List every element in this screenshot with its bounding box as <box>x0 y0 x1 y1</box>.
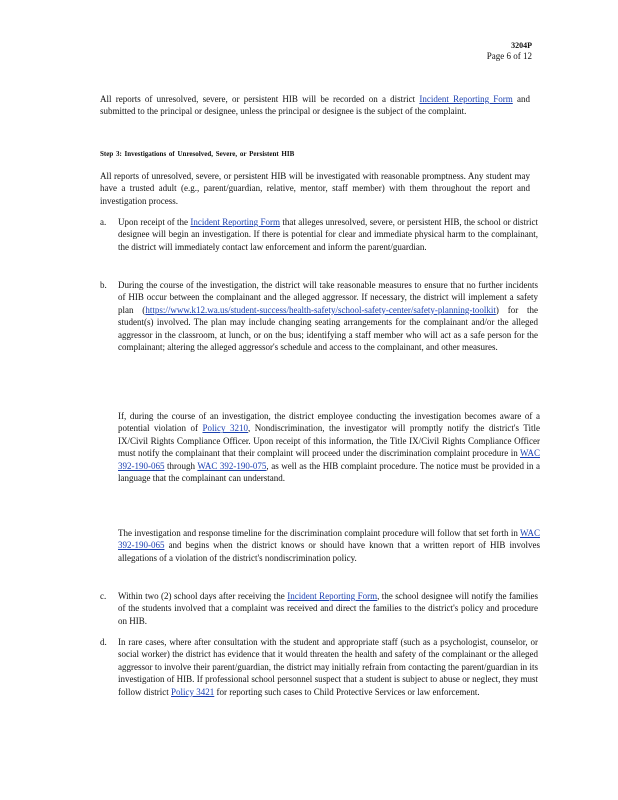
intro-paragraph <box>100 93 530 118</box>
step3-heading: Step 3: Investigations of Unresolved, Severe, or Persistent HIB <box>100 150 295 158</box>
intro-text-end: and submitted to the principal or designee, unless the principal or designee is the subject of the complaint. <box>100 94 531 117</box>
item-d-text: In rare cases, where after consultation with the student and appropriate staff (such as a psychologist, counselor, or social worker) the district has evidence that it would threaten the health and safety of the complainant or the alleged aggressor to involve their parent/guardian, the district may initially refrain from contacting the parent/guardian in its investigation of HIB. If professional school personnel suspect that a student is subject to abuse or neglect, they must follow district <box>118 637 538 697</box>
item-d-text-end: for reporting such cases to Child Protective Services or law enforcement. <box>214 686 480 697</box>
list-item-d <box>100 636 540 698</box>
item-b-p3-text: The investigation and response timeline for the discrimination complaint procedure will follow that set forth in <box>118 528 520 538</box>
list-label: d. <box>100 637 107 647</box>
incident-reporting-form-link[interactable]: Incident Reporting Form <box>419 94 513 104</box>
list-label: a. <box>100 217 107 227</box>
safety-planning-toolkit-link[interactable]: https://www.k12.wa.us/student-success/health-safety/school-safety-center/safety-planning-toolkit <box>145 304 496 315</box>
policy-3421-link[interactable]: Policy 3421 <box>171 686 215 697</box>
item-b-text-end: ) for the student(s) involved. The plan may include changing seating arrangements for the complainant and/or the alleged aggressor in the classroom, at lunch, or on the bus; identifying a staff member who will act as a safe person for the complainant; altering the alleged aggressor's schedule and access to the complainant, and other measures. <box>118 304 538 353</box>
item-c-text: Within two (2) school days after receiving the <box>118 591 288 601</box>
item-b-text: During the course of the investigation, the district will take reasonable measures to ensure that no further incidents of HIB occur between the complainant and the alleged aggressor. If necessary, the district will implement a safety plan ( <box>118 280 538 315</box>
list-item-a <box>100 216 540 253</box>
step3-paragraph: All reports of unresolved, severe, or persistent HIB will be investigated with reasonable promptness. Any student may have a trusted adult (e.g., parent/guardian, relative, mentor, staff member) with them throughout the report and investigation process. <box>100 171 530 206</box>
item-b-p3-end: and begins when the district knows or should have known that a written report of HIB involves allegations of a violation of the district's nondiscrimination policy. <box>118 540 540 563</box>
item-c-text-end: , the school designee will notify the families of the students involved that a complaint was received and direct the families to the district's policy and procedure on HIB. <box>118 591 538 626</box>
item-b-p2-mid: , Nondiscrimination, the investigator will promptly notify the district's Title IX/Civil Rights Compliance Officer. Upon receipt of this information, the Title IX/Civil Rights Compliance Officer must notify the complainant that their complaint will proceed under the discrimination complaint procedure in <box>118 423 540 459</box>
item-b-paragraph-2 <box>118 410 540 484</box>
list-item-b <box>100 279 540 353</box>
incident-reporting-form-link[interactable]: Incident Reporting Form <box>190 217 281 227</box>
policy-3210-link[interactable]: Policy 3210 <box>202 423 248 434</box>
incident-reporting-form-link[interactable]: Incident Reporting Form <box>287 591 378 601</box>
wac-392-190-065-link[interactable]: WAC 392-190-065 <box>118 448 540 471</box>
wac-392-190-075-link[interactable]: WAC 392-190-075 <box>197 460 267 471</box>
list-label: b. <box>100 280 107 290</box>
policy-code: 3204P <box>511 41 532 50</box>
item-b-p2-through: through <box>164 460 198 471</box>
page-number: Page 6 of 12 <box>486 51 532 61</box>
item-b-p2-text: If, during the course of an investigation, the district employee conducting the investigation becomes aware of a potential violation of <box>118 411 540 434</box>
item-b-p2-end: , as well as the HIB complaint procedure. The notice must be provided in a language that the complainant can understand. <box>118 460 541 484</box>
intro-text: All reports of unresolved, severe, or persistent HIB will be recorded on a district <box>100 94 420 104</box>
item-a-text: Upon receipt of the <box>118 217 191 227</box>
item-a-text-end: that alleges unresolved, severe, or persistent HIB, the school or district designee will begin an investigation. If there is potential for clear and immediate physical harm to the complainant, the district will immediately contact law enforcement and inform the parent/guardian. <box>118 217 538 252</box>
list-item-c <box>100 590 540 627</box>
wac-392-190-065-link[interactable]: WAC 392-190-065 <box>118 528 540 551</box>
list-label: c. <box>100 591 107 601</box>
item-b-paragraph-3 <box>118 527 540 564</box>
